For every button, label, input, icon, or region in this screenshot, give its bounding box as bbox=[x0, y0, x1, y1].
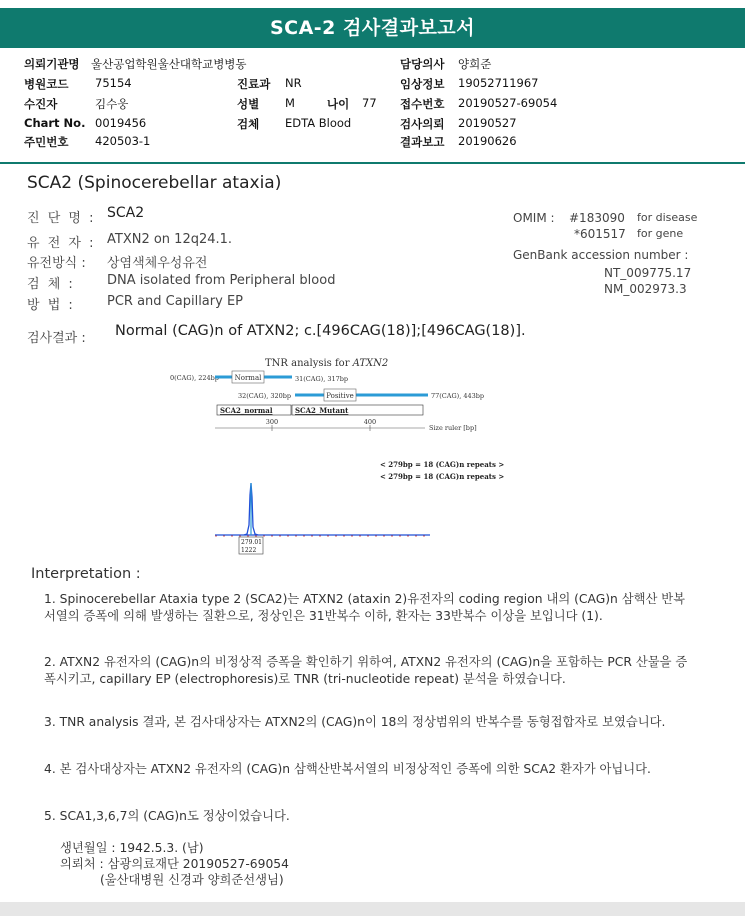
interpretation-p4: 4. 본 검사대상자는 ATXN2 유전자의 (CAG)n 삼핵산반복서열의 비정상적인 증폭에 의한 SCA2 환자가 아닙니다. bbox=[44, 762, 651, 776]
bottom-band bbox=[0, 902, 745, 916]
genbank-acc-2: NM_002973.3 bbox=[604, 282, 687, 296]
sex-value: M bbox=[285, 96, 295, 110]
interpretation-p2: 2. ATXN2 유전자의 (CAG)n의 비정상적 증폭을 확인하기 위하여, ATXN2 유전자의 (CAG)n을 포함하는 PCR 산물을 증폭시키고, capillary EP (electrophoresis)로 TNR (tri-nucleotide repeat) 분석을 하였습니다. bbox=[44, 655, 688, 686]
clinical-label: 임상정보 bbox=[400, 77, 445, 91]
header-divider bbox=[0, 162, 745, 164]
clinical-value: 19052711967 bbox=[458, 76, 539, 90]
method-label: 방 법 : bbox=[27, 298, 75, 313]
recipient-label: 수진자 bbox=[24, 97, 58, 111]
hospital-code-label: 병원코드 bbox=[24, 77, 69, 91]
tick-300-label: 300 bbox=[265, 418, 279, 426]
normal-right-label: 31(CAG), 317bp bbox=[295, 375, 349, 383]
positive-right-label: 77(CAG), 443bp bbox=[431, 392, 485, 400]
interpretation-p1: 1. Spinocerebellar Ataxia type 2 (SCA2)는 ATXN2 (ataxin 2)유전자의 coding region 내의 (CAG)n 삼핵산 반복서열의 증폭에 의해 발생하는 질환으로, 정상인은 31반복수 이하, 환자는 33반복수 이상을 보입니다 (1). bbox=[44, 592, 686, 623]
receipt-label: 접수번호 bbox=[400, 97, 445, 111]
birth-date: 생년월일 : 1942.5.3. (남) bbox=[60, 841, 204, 855]
peak-size-label: 279.01 bbox=[241, 539, 262, 546]
sex-label: 성별 bbox=[237, 97, 260, 111]
age-label: 나이 bbox=[327, 97, 350, 111]
chart-label: Chart No. bbox=[24, 116, 86, 130]
request-label: 검사의뢰 bbox=[400, 117, 445, 131]
omim-label: OMIM : bbox=[513, 211, 555, 225]
inheritance-value: 상염색체우성유전 bbox=[107, 256, 208, 271]
report-value: 20190626 bbox=[458, 134, 517, 148]
tick-400-label: 400 bbox=[363, 418, 377, 426]
diagnosis-label: 진 단 명 : bbox=[27, 211, 96, 226]
ruler-label: Size ruler [bp] bbox=[429, 424, 477, 432]
section-title: SCA2 (Spinocerebellar ataxia) bbox=[27, 173, 282, 193]
requester-note: (울산대병원 신경과 양희준선생님) bbox=[100, 873, 284, 887]
receipt-value: 20190527-69054 bbox=[458, 96, 558, 110]
institution-label: 의뢰기관명 bbox=[24, 57, 80, 71]
chart-value: 0019456 bbox=[95, 116, 147, 130]
requester: 의뢰처 : 삼광의료재단 20190527-69054 bbox=[60, 857, 289, 871]
interpretation-p5: 5. SCA1,3,6,7의 (CAG)n도 정상이었습니다. bbox=[44, 809, 290, 823]
specimen-label: 검체 bbox=[237, 117, 260, 131]
tnr-diagram bbox=[0, 350, 745, 440]
omim-disease-id: #183090 bbox=[569, 211, 625, 225]
positive-left-label: 32(CAG), 320bp bbox=[238, 392, 292, 400]
scale-normal-label: SCA2_normal bbox=[220, 406, 273, 415]
result-text: Normal (CAG)n of ATXN2; c.[496CAG(18)];[496CAG(18)]. bbox=[115, 323, 526, 339]
id-label: 주민번호 bbox=[24, 135, 69, 149]
age-value: 77 bbox=[362, 96, 377, 110]
report-label: 결과보고 bbox=[400, 135, 445, 149]
dept-label: 진료과 bbox=[237, 77, 271, 91]
specimen-field-value: DNA isolated from Peripheral blood bbox=[107, 273, 336, 288]
normal-box-label: Normal bbox=[234, 374, 262, 382]
genbank-label: GenBank accession number : bbox=[513, 248, 689, 262]
gene-label: 유 전 자 : bbox=[27, 236, 96, 251]
institution-value: 울산공업학원울산대학교병병동 bbox=[91, 57, 247, 71]
electropherogram bbox=[0, 455, 745, 560]
genbank-acc-1: NT_009775.17 bbox=[604, 266, 692, 280]
specimen-field-label: 검 체 : bbox=[27, 277, 75, 292]
diagnosis-value: SCA2 bbox=[107, 205, 145, 221]
result-label: 검사결과 : bbox=[27, 331, 86, 346]
scale-mutant-label: SCA2_Mutant bbox=[295, 406, 349, 415]
positive-box-label: Positive bbox=[326, 392, 354, 400]
normal-left-label: 0(CAG), 224bp bbox=[170, 374, 219, 382]
repeat-line-2: < 279bp = 18 (CAG)n repeats > bbox=[380, 472, 505, 481]
doctor-label: 담당의사 bbox=[400, 57, 445, 71]
gene-value: ATXN2 on 12q24.1. bbox=[107, 232, 233, 247]
method-value: PCR and Capillary EP bbox=[107, 294, 243, 309]
omim-gene-id: *601517 bbox=[574, 227, 626, 241]
diagram-title: TNR analysis for ATXN2 bbox=[265, 358, 389, 369]
repeat-line-1: < 279bp = 18 (CAG)n repeats > bbox=[380, 460, 505, 469]
omim-disease-note: for disease bbox=[637, 211, 698, 224]
recipient-value: 김수웅 bbox=[95, 97, 129, 111]
report-title: SCA-2 검사결과보고서 bbox=[0, 8, 745, 48]
omim-gene-note: for gene bbox=[637, 227, 684, 240]
hospital-code-value: 75154 bbox=[95, 76, 132, 90]
interpretation-p3: 3. TNR analysis 결과, 본 검사대상자는 ATXN2의 (CAG)n이 18의 정상범위의 반복수를 동형접합자로 보였습니다. bbox=[44, 715, 666, 729]
specimen-value: EDTA Blood bbox=[285, 116, 352, 130]
peak-height-label: 1222 bbox=[241, 547, 257, 554]
interpretation-title: Interpretation : bbox=[31, 566, 141, 582]
doctor-value: 양희준 bbox=[458, 57, 492, 71]
request-value: 20190527 bbox=[458, 116, 517, 130]
dept-value: NR bbox=[285, 76, 302, 90]
id-value: 420503-1 bbox=[95, 134, 151, 148]
inheritance-label: 유전방식 : bbox=[27, 256, 86, 271]
